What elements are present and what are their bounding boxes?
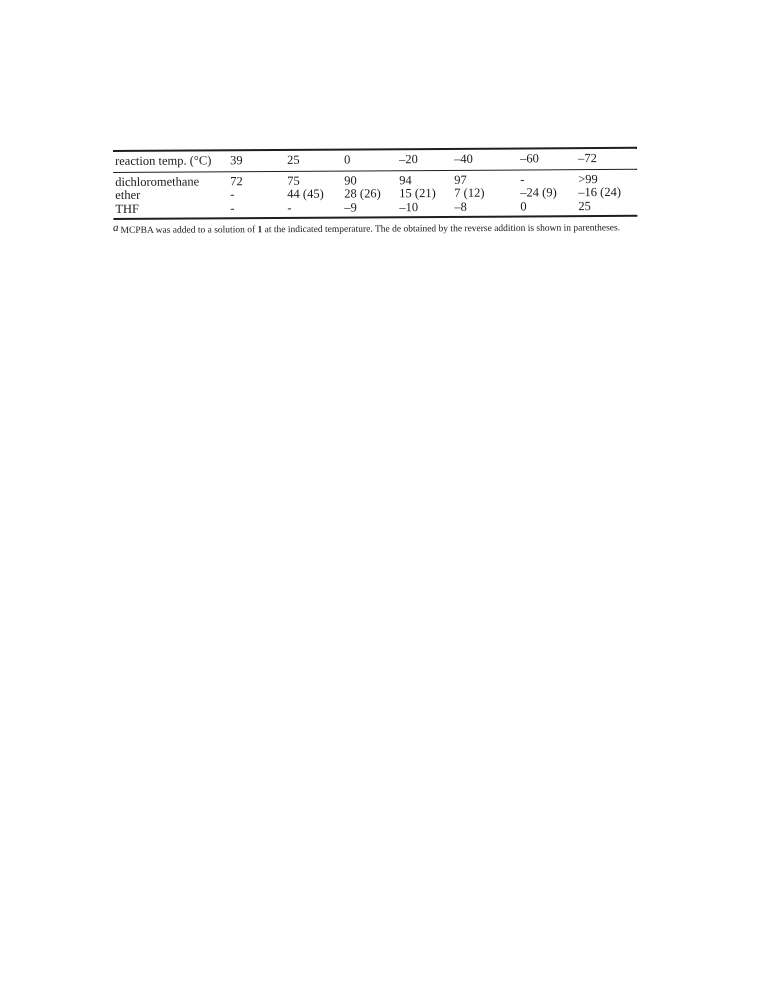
- footnote-marker: a: [112, 221, 119, 234]
- table-cell: –24 (9): [520, 185, 557, 200]
- header-cell-minus40: –40: [454, 151, 473, 166]
- table-cell: 72: [230, 173, 243, 188]
- table-cell: 44 (45): [287, 186, 324, 201]
- data-table: [113, 150, 639, 171]
- header-cell-0: 0: [344, 152, 351, 167]
- table-cell: -: [230, 187, 235, 202]
- table-row: [113, 199, 639, 216]
- table-cell: -: [520, 171, 525, 187]
- header-cell-25: 25: [287, 152, 300, 167]
- header-cell-39: 39: [230, 153, 243, 168]
- table-header-row: [113, 150, 639, 171]
- table-cell: –8: [454, 199, 467, 214]
- data-table-body: [113, 172, 639, 216]
- header-cell-minus20: –20: [399, 152, 418, 167]
- table-bottom-rule: [113, 215, 637, 220]
- footnote-text-after: at the indicated temperature. The de obtained by the reverse addition is shown in parentheses.: [262, 223, 621, 236]
- table-cell: -: [287, 200, 292, 215]
- table-cell: -: [230, 200, 235, 215]
- results-table: [113, 147, 637, 220]
- table-cell: 0: [520, 198, 527, 214]
- table-cell: –10: [399, 199, 419, 214]
- header-cell-minus60: –60: [520, 151, 539, 166]
- table-cell: –9: [344, 200, 357, 215]
- table-cell: 7 (12): [454, 185, 485, 200]
- row-label-thf: THF: [115, 201, 140, 216]
- table-cell: 25: [578, 198, 591, 213]
- row-label-dichloromethane: dichloromethane: [115, 173, 200, 189]
- footnote-text-before: MCPBA was added to a solution of: [120, 225, 258, 236]
- row-label-ether: ether: [115, 187, 141, 202]
- table-footnote: [113, 221, 633, 237]
- table-cell: 90: [344, 173, 357, 188]
- table-cell: –16 (24): [578, 184, 622, 200]
- table-cell: >99: [578, 171, 598, 186]
- header-cell-minus72: –72: [578, 151, 597, 166]
- table-cell: 94: [399, 172, 412, 187]
- table-cell: 15 (21): [399, 186, 436, 201]
- table-cell: 97: [454, 172, 467, 187]
- header-cell-label: reaction temp. (°C): [115, 153, 212, 168]
- table-cell: 75: [287, 173, 300, 188]
- footnote-compound: 1: [257, 225, 263, 236]
- table-cell: 28 (26): [344, 186, 381, 201]
